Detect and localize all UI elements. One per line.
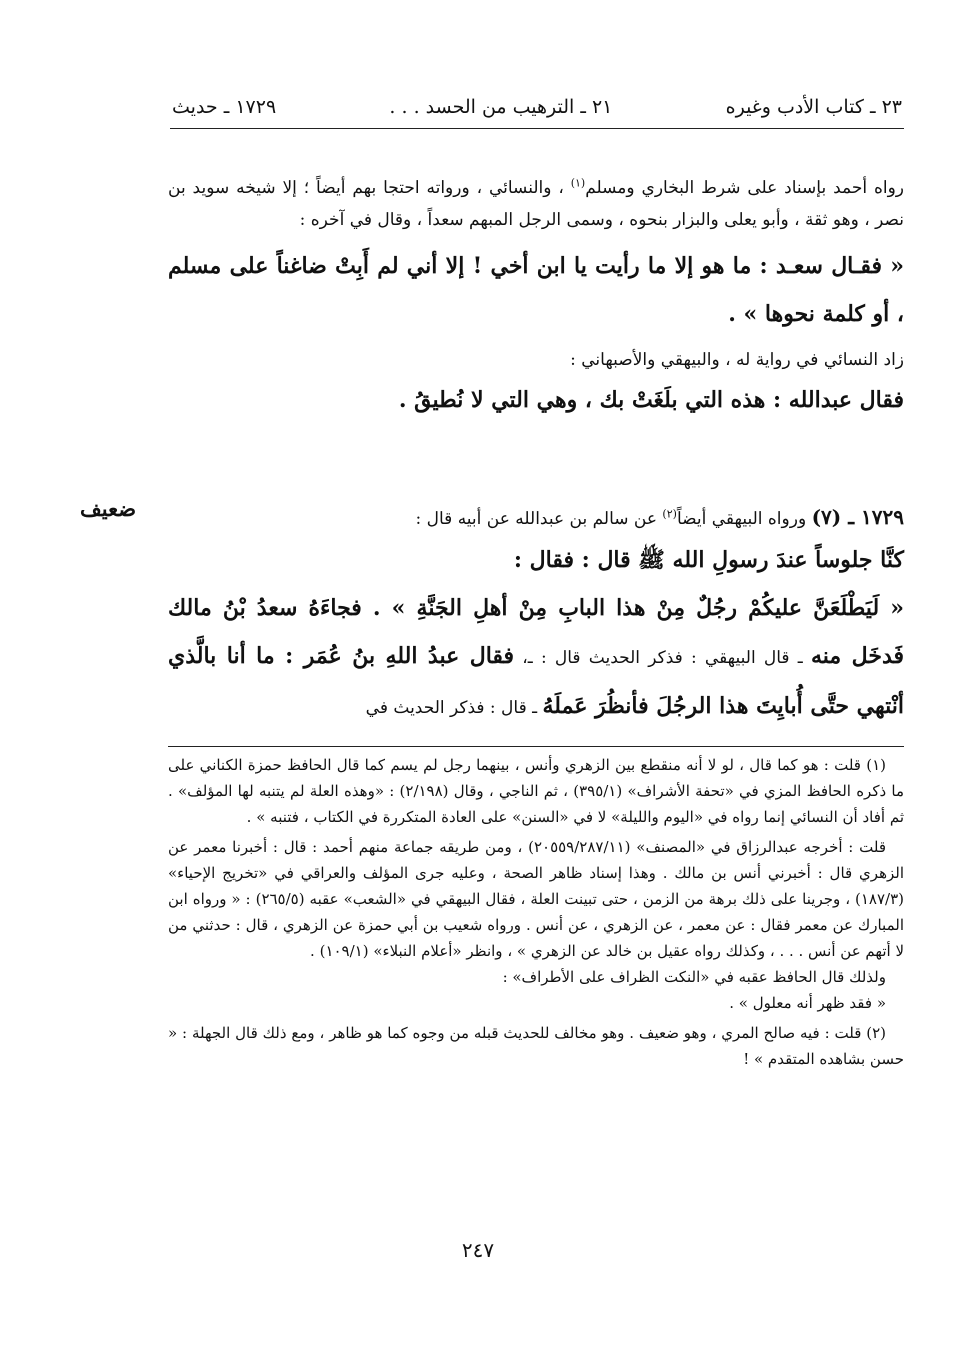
footnote-ref-2: (٢) xyxy=(662,507,677,521)
hadith-line-3-text: فقال عبدُ اللهِ بنُ عُمَر : ما أنا بالَّذي أنْتهي حتَّى أُبايِتَ هذا الرجُلَ فأنظُرَ عَملَهُ xyxy=(168,643,904,719)
hadith-line-2-mid: ـ قال البيهقي : فذكر الحديث قال : ـ، xyxy=(514,648,811,668)
hadith-intro-text: ورواه البيهقي أيضاً xyxy=(676,509,812,529)
paragraph-1-start: رواه أحمد بإسناد على شرط البخاري ومسلم xyxy=(585,178,904,198)
footnote-1-continued: قلت : أخرجه عبدالرزاق في «المصنف» (٢٠٥٥٩/٢٨٧/١١) ، ومن طريقه جماعة منهم أحمد : قال : أخبرنا معمر عن الزهري قال : أخبرني أنس بن مالك . وهذا إسناد ظاهر الصحة ، وعليه جرى المؤلف والعراقي في «تخريج الإحياء» (١٨٧/٣) ، وجرينا على ذلك برهة من الزمن ، حتى تبينت العلة ، فقال البيهقي في «الشعب» عقبه (٢٦٥/٥) : « ورواه ابن المبارك عن معمر فقال : عن معمر ، عن الزهري ، عن أنس . ورواه شعيب بن أبي حمزة عن الزهري ، قال : حدثني من لا أتهم عن أنس . . . ، وكذلك رواه عقيل بن خالد عن الزهري » ، وانظر «أعلام النبلاء» (١٠٩/١) . xyxy=(168,838,904,960)
footnote-1-note: ولذلك قال الحافظ عقبه في «النكت الظراف على الأطراف» : xyxy=(502,968,886,986)
footnote-2: (٢) قلت : فيه صالح المري ، وهو ضعيف . وهو مخالف للحديث قبله من وجوه كما هو ظاهر ، ومع ذلك قال الجهلة : « حسن بشاهده المتقدم » ! xyxy=(168,1024,904,1068)
hadith-number: ١٧٢٩ ـ (٧) xyxy=(811,505,904,529)
hadith-line-3-tail: ـ قال : فذكر الحديث في xyxy=(365,698,543,718)
page-number: ٢٤٧ xyxy=(461,1238,495,1262)
quote-2: فقال عبدالله : هذه التي بلَغَتْ بك ، وهي التي لا نُطيقُ . xyxy=(398,387,904,413)
hadith-block xyxy=(168,500,904,732)
footnotes xyxy=(168,752,904,1072)
hadith-line-2-text: « لَيَطْلَعَنَّ عليكُمْ رجُلٌ مِنْ هذا البابِ مِنْ أهلِ الجَنَّةِ » . فجاءَهُ سعدُ بْنُ مالك فَدخَل منه xyxy=(168,595,905,669)
paragraph-2: زاد النسائي في رواية له ، والبيهقي والأصبهاني : xyxy=(570,350,904,370)
header-chapter: ٢٣ ـ كتاب الأدب وغيره xyxy=(725,96,902,118)
paragraph-1-rest: ، والنسائي ، ورواته احتجا بهم أيضاً ؛ إلا شيخه سويد بن نصر ، وهو ثقة ، وأبو يعلى والبزار بنحوه ، وسمى الرجل المبهم سعداً ، وقال في آخره : xyxy=(168,178,904,230)
header-section: ٢١ ـ الترهيب من الحسد . . . xyxy=(389,96,613,118)
footnote-1: (١) قلت : هو كما قال ، لو لا أنه منقطع بين الزهري وأنس ، بينهما رجل لم يسم كما قال الحافظ حمزة الكناني على ما ذكره الحافظ المزي في «تحفة الأشراف» (٣٩٥/١) ، ثم الناجي ، وقال (٢/١٩٨) : «وهذه العلة لم يتنبه لها المؤلف» . ثم أفاد أن النسائي إنما رواه في «اليوم والليلة» لا في «السنن» على العادة المتكررة في الكتاب ، فتنبه » . xyxy=(168,756,904,826)
footnote-1-quote: « فقد ظهر أنه معلول » . xyxy=(729,994,886,1012)
footnote-ref-1: (١) xyxy=(570,176,586,190)
hadith-grade-label: ضعيف xyxy=(80,496,137,521)
paragraph-1 xyxy=(168,172,904,236)
running-header xyxy=(172,92,902,122)
header-hadith-ref: ١٧٢٩ ـ حديث xyxy=(172,96,277,118)
main-text xyxy=(168,172,904,424)
quote-1: « فقـال سعـد : ما هو إلا ما رأيت يا ابن أخي ! إلا أني لم أَبِتْ ضاغناً على مسلم ، أو كلمة نحوها » . xyxy=(168,253,904,327)
hadith-intro-rest: عن سالم بن عبدالله عن أبيه قال : xyxy=(415,509,663,529)
footnote-rule xyxy=(168,746,904,747)
hadith-line-1: كنَّا جلوساً عندَ رسولِ الله ﷺ قال : فقال : xyxy=(513,547,904,573)
hadith-intro xyxy=(168,500,904,536)
hadith-line-2 xyxy=(168,584,904,732)
header-rule xyxy=(170,128,904,129)
